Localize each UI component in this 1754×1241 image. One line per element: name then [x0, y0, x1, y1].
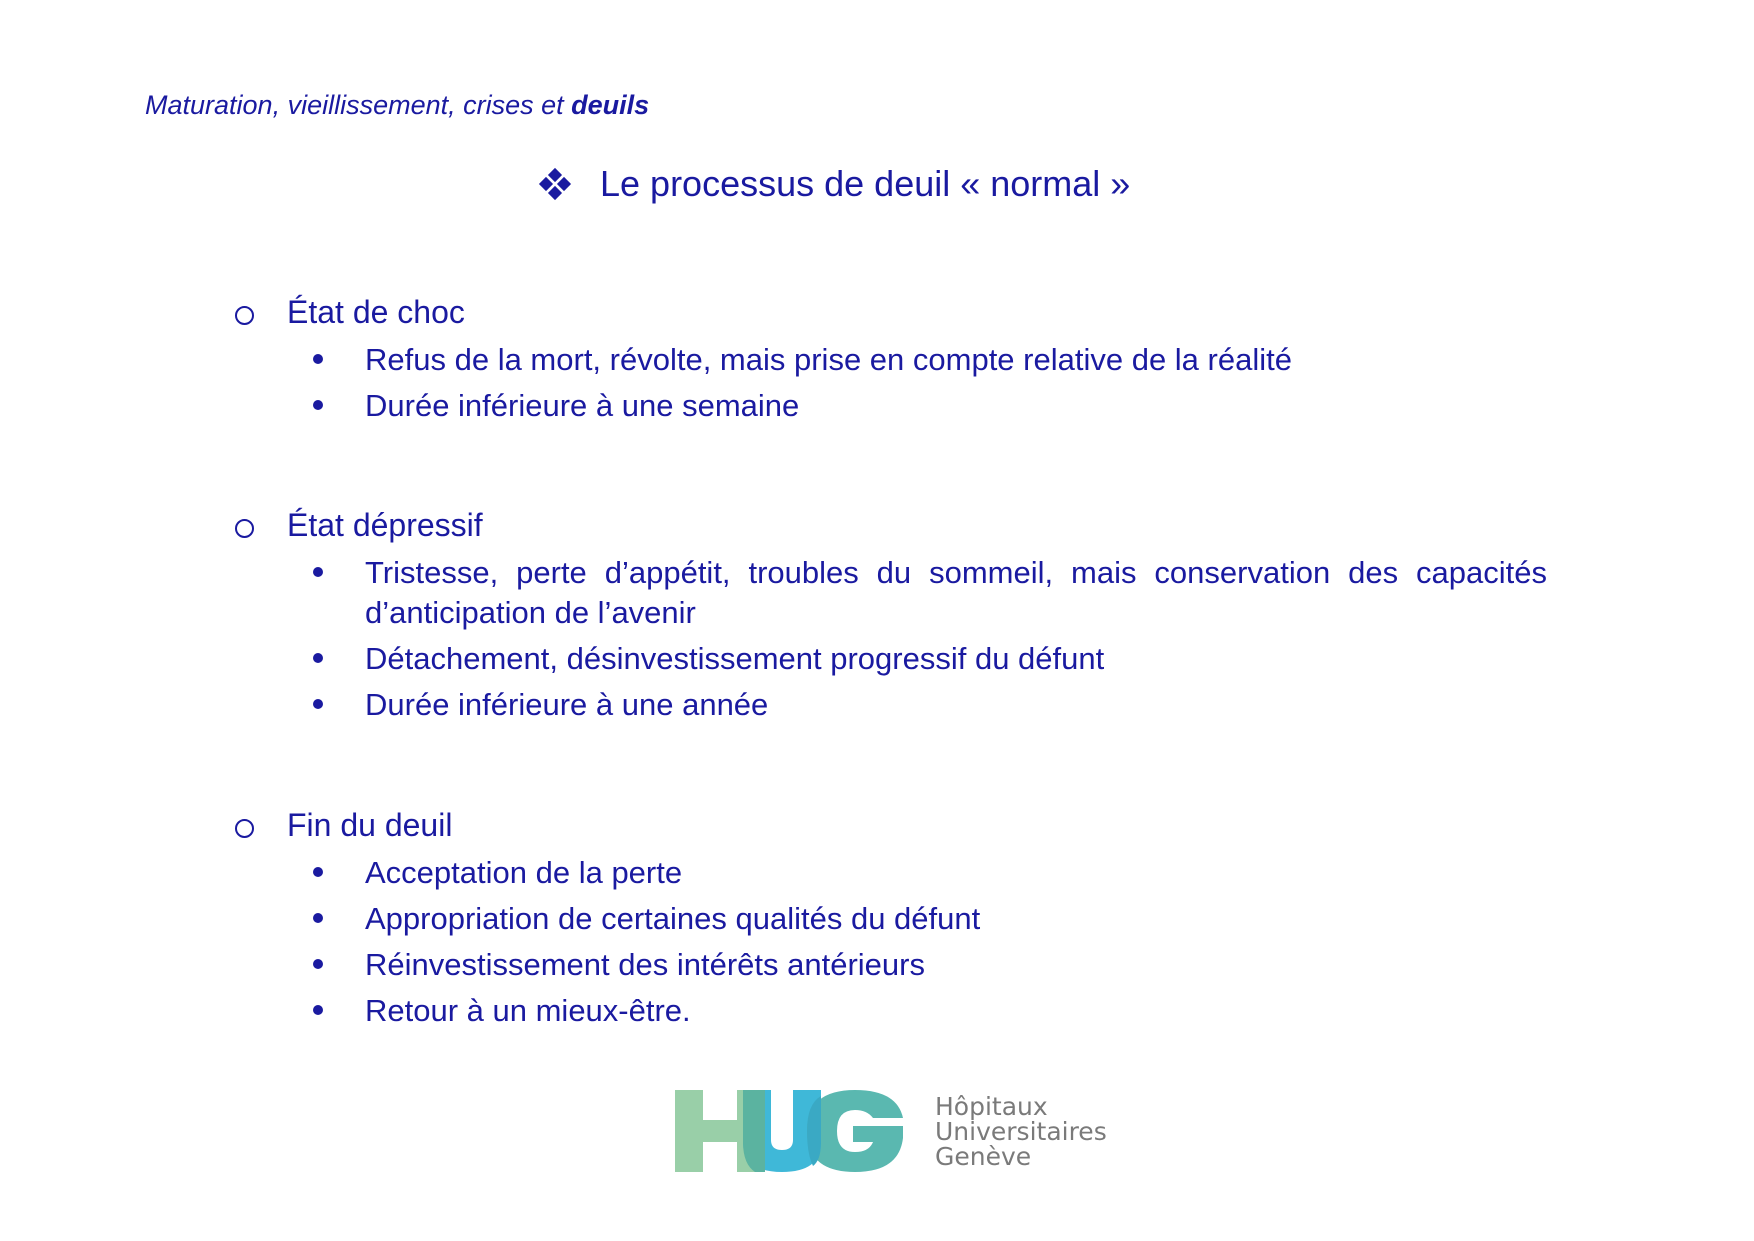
page-title [540, 163, 1130, 205]
hug-logo-icon [675, 1090, 903, 1172]
bullet-icon [313, 913, 323, 923]
title-text: Le processus de deuil « normal » [600, 163, 1131, 204]
bullet-icon [313, 354, 323, 364]
list-item: Retour à un mieux-être. [235, 991, 1547, 1031]
section-shock [235, 292, 1435, 426]
bullet-icon [313, 400, 323, 410]
list-item: Réinvestissement des intérêts antérieurs [235, 945, 1547, 985]
section-heading: Fin du deuil [287, 806, 453, 843]
bullet-icon [313, 567, 323, 577]
section-depressive [235, 505, 1547, 725]
bullet-icon [313, 959, 323, 969]
hug-logo [675, 1090, 1107, 1172]
circle-bullet-icon [235, 519, 254, 538]
document-header [145, 90, 649, 121]
section-heading: État dépressif [287, 506, 483, 543]
circle-bullet-icon [235, 819, 254, 838]
bullet-icon [313, 867, 323, 877]
list-item: Tristesse, perte d’appétit, troubles du sommeil, mais conservation des capacités d’anticipation de l’avenir [235, 553, 1547, 633]
hug-logo-text [935, 1091, 1107, 1171]
bullet-icon [313, 653, 323, 663]
list-item: Détachement, désinvestissement progressif du défunt [235, 639, 1547, 679]
list-item: Appropriation de certaines qualités du défunt [235, 899, 1547, 939]
list-item: Refus de la mort, révolte, mais prise en compte relative de la réalité [235, 340, 1547, 380]
section-end [235, 805, 1435, 1031]
logo-line-3: Genève [935, 1141, 1032, 1171]
list-item: Acceptation de la perte [235, 853, 1547, 893]
list-item: Durée inférieure à une année [235, 685, 1547, 725]
circle-bullet-icon [235, 306, 254, 325]
logo-line-1: Hôpitaux [935, 1091, 1048, 1121]
header-text-bold: deuils [571, 90, 650, 120]
logo-line-2: Universitaires [935, 1116, 1107, 1146]
header-text: Maturation, vieillissement, crises et [145, 90, 564, 120]
section-heading: État de choc [287, 293, 465, 330]
bullet-icon [313, 1005, 323, 1015]
list-item: Durée inférieure à une semaine [235, 386, 1547, 426]
four-diamond-icon [540, 169, 570, 199]
bullet-icon [313, 699, 323, 709]
